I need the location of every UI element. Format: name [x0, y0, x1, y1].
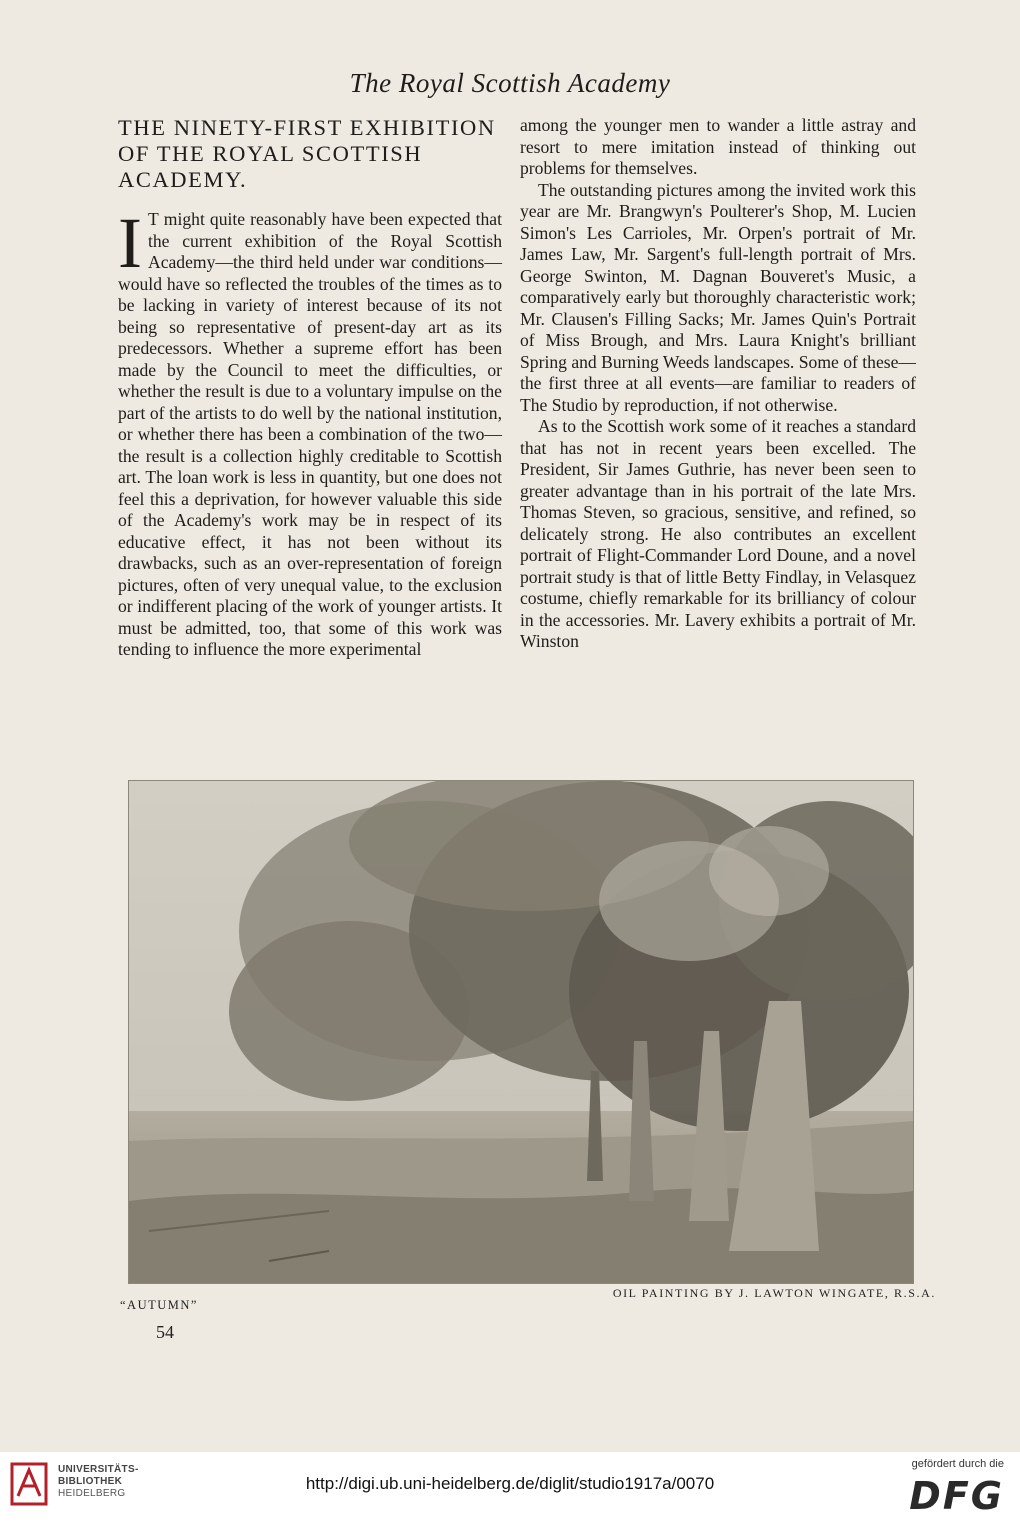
running-head: The Royal Scottish Academy — [349, 68, 671, 98]
drop-cap-continuation: T — [147, 209, 159, 229]
left-column — [118, 115, 502, 661]
figure-title: “AUTUMN” — [120, 1298, 198, 1312]
figure-credit: OIL PAINTING BY J. LAWTON WINGATE, R.S.A. — [612, 1286, 936, 1300]
digitization-footer — [0, 1452, 1020, 1523]
left-column-text: might quite reasonably have been expected that the current exhibition of the Royal Scottish Academy—the third held under war conditions—would have so reflected the troubles of the times as to be lacking in variety of interest because of its not being so representative of present-day art as its predecessors. Whether a supreme effort has been made by the Council to meet the difficulties, or whether the result is due to a voluntary impulse on the part of the artists to do well by the national institution, or whether there has been a combination of the two—the result is a collection highly creditable to Scottish art. The loan work is less in quantity, but one does not feel this a deprivation, for however valuable this side of the Academy's work may be in respect of its educative effect, it has not been without its drawbacks, such as an over-representation of foreign pictures, often of very unequal value, to the exclusion or indifferent placing of the work of younger artists. It must be admitted, too, that some of this work was tending to influence the more experimental — [118, 209, 502, 659]
permalink-url[interactable]: http://digi.ub.uni-heidelberg.de/diglit/studio1917a/0070 — [305, 1474, 715, 1493]
right-paragraph-3: As to the Scottish work some of it reaches a standard that has not in recent years been excelled. The President, Sir James Guthrie, has never been seen to greater advantage than in his portrait of the late Mrs. Thomas Steven, so gracious, sensitive, and refined, so delicately strong. He also contributes an excellent portrait of Flight-Commander Lord Doune, and a novel portrait study is that of little Betty Findlay, in Velasquez costume, chiefly remarkable for its brilliancy of colour in the accessories. Mr. Lavery exhibits a portrait of Mr. Winston — [520, 416, 916, 651]
opening-paragraph — [118, 203, 502, 661]
library-line-1: UNIVERSITÄTS- — [58, 1464, 139, 1475]
funding-note: gefördert durch die — [911, 1458, 1004, 1470]
article-heading: THE NINETY-FIRST EXHIBITION OF THE ROYAL SCOTTISH ACADEMY. — [118, 115, 496, 192]
drop-cap: I — [118, 203, 142, 283]
library-line-3: HEIDELBERG — [58, 1488, 126, 1499]
right-column — [520, 115, 916, 653]
page-number: 54 — [156, 1322, 174, 1342]
dfg-logo[interactable]: DFG — [909, 1474, 1004, 1518]
autumn-painting-image — [128, 780, 914, 1284]
right-paragraph-1: among the younger men to wander a little astray and resort to mere imitation instead of thinking out problems for themselves. — [520, 115, 916, 178]
right-paragraph-2: The outstanding pictures among the invited work this year are Mr. Brangwyn's Poulterer's Shop, M. Lucien Simon's Les Carrioles, Mr. Orpen's portrait of Mr. James Law, Mr. Sargent's full-length portrait of Mrs. George Swinton, M. Dagnan Bouveret's Music, a comparatively early but thoroughly characteristic work; Mr. Clausen's Filling Sacks; Mr. James Quin's Portrait of Miss Brough, and Mrs. Laura Knight's brilliant Spring and Burning Weeds landscapes. Some of these—the first three at all events—are familiar to readers of The Studio by reproduction, if not otherwise. — [520, 179, 917, 415]
library-line-2: BIBLIOTHEK — [58, 1476, 123, 1487]
landscape-illustration — [129, 781, 913, 1283]
